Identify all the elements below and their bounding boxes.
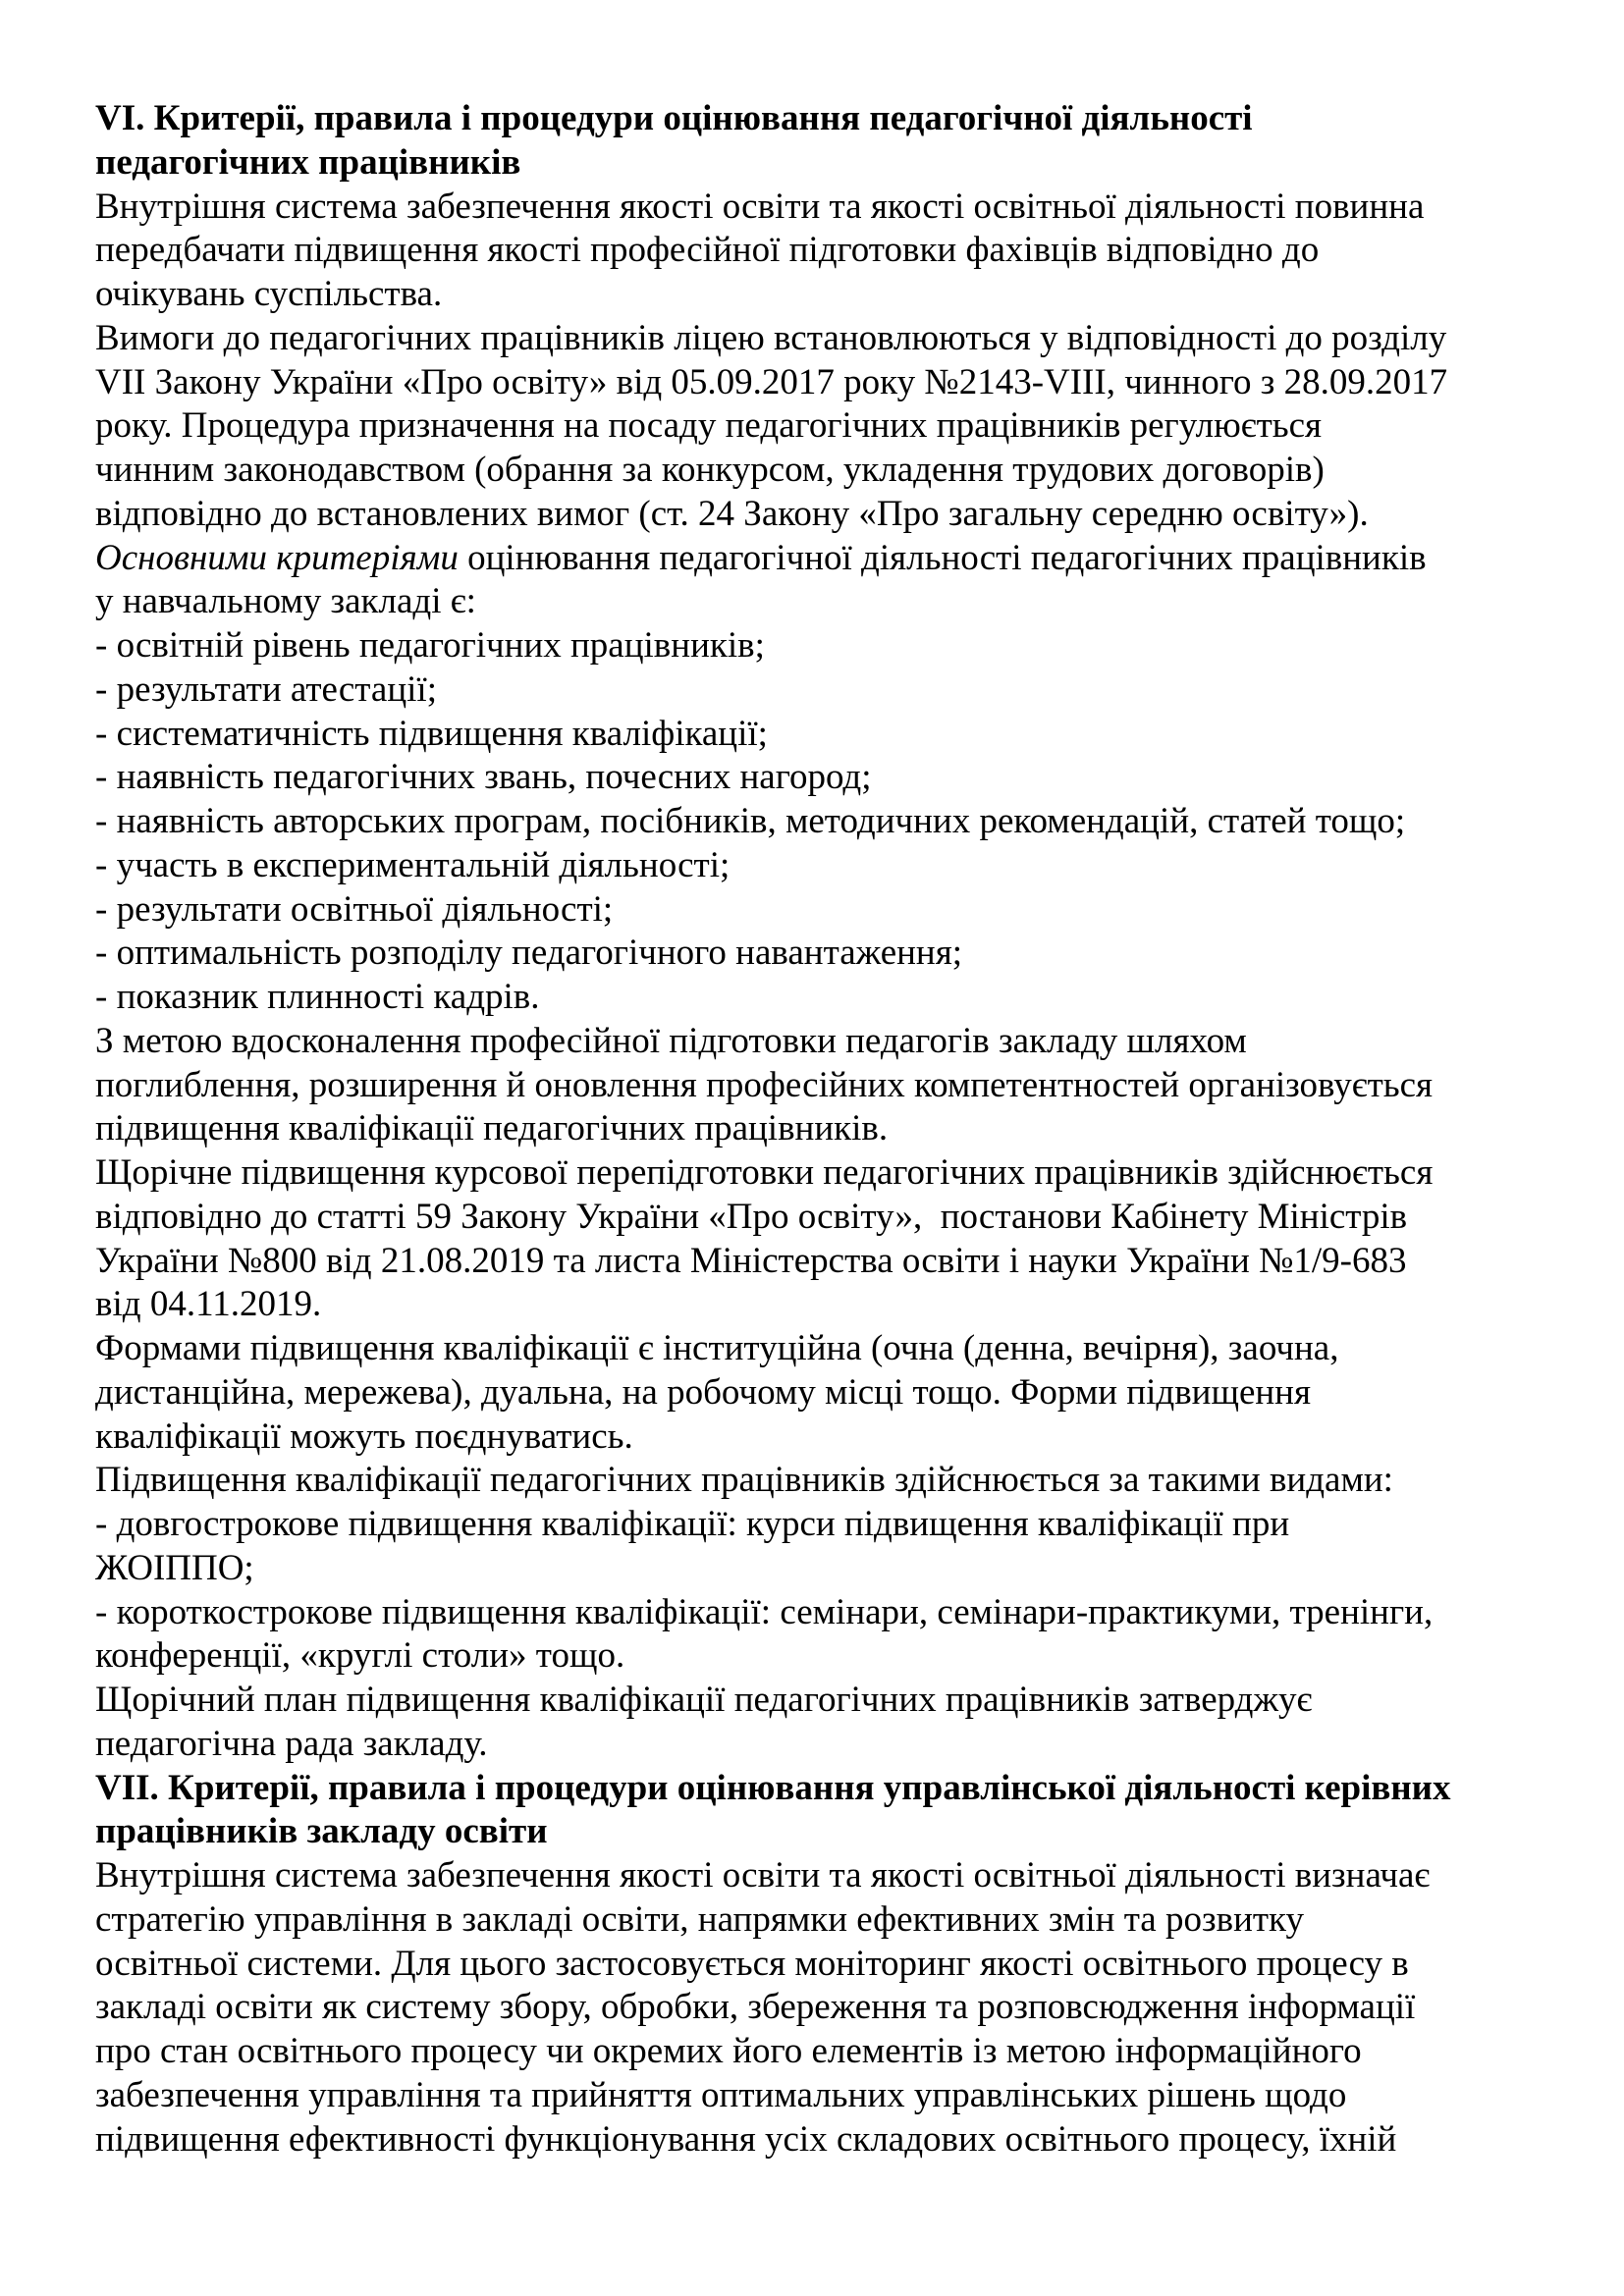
text-line	[95, 756, 1543, 800]
text-run: очікувань суспільства.	[95, 274, 443, 314]
text-line	[95, 186, 1543, 230]
text-run: педагогічних працівників	[95, 141, 521, 183]
text-run: - систематичність підвищення кваліфікації;	[95, 713, 768, 754]
text-run: підвищення ефективності функціонування усіх складових освітнього процесу, їхній	[95, 2118, 1397, 2160]
text-line	[95, 1634, 1543, 1679]
text-run: Щорічний план підвищення кваліфікації педагогічних працівників затверджує	[95, 1680, 1313, 1720]
heading-line	[95, 141, 1543, 186]
text-line	[95, 1898, 1543, 1943]
text-run: - освітній рівень педагогічних працівників;	[95, 625, 765, 666]
text-line	[95, 1151, 1543, 1196]
text-line	[95, 1107, 1543, 1151]
text-run: VII Закону України «Про освіту» від 05.09.2017 року №2143-VIII, чинного з 28.09.2017	[95, 361, 1448, 402]
text-run: - показник плинності кадрів.	[95, 977, 540, 1017]
text-run: передбачати підвищення якості професійної підготовки фахівців відповідно до	[95, 230, 1320, 271]
text-line	[95, 800, 1543, 844]
text-line	[95, 1986, 1543, 2030]
text-run: України №800 від 21.08.2019 та листа Міністерства освіти і науки України №1/9-683	[95, 1240, 1407, 1281]
text-run: - участь в експериментальній діяльності;	[95, 844, 731, 885]
text-run: - наявність авторських програм, посібників, методичних рекомендацій, статей тощо;	[95, 801, 1406, 841]
text-line	[95, 2074, 1543, 2118]
text-line	[95, 888, 1543, 933]
text-line	[95, 1415, 1543, 1460]
text-line	[95, 1459, 1543, 1503]
text-line	[95, 229, 1543, 273]
document-content	[95, 97, 1543, 2162]
text-line	[95, 361, 1543, 405]
text-run: Щорічне підвищення курсової перепідготовки педагогічних працівників здійснюється	[95, 1152, 1434, 1193]
text-line	[95, 1854, 1543, 1898]
text-run: відповідно до встановлених вимог (ст. 24 Закону «Про загальну середню освіту»).	[95, 493, 1369, 534]
text-line	[95, 713, 1543, 757]
text-line	[95, 2118, 1543, 2163]
text-run: ЖОІППО;	[95, 1547, 254, 1588]
text-run: - результати освітньої діяльності;	[95, 888, 614, 930]
text-line	[95, 317, 1543, 361]
text-line	[95, 668, 1543, 713]
text-line	[95, 273, 1543, 317]
text-run: у навчальному закладі є:	[95, 581, 476, 622]
text-run: від 04.11.2019.	[95, 1284, 322, 1325]
text-line	[95, 404, 1543, 449]
text-run: року. Процедура призначення на посаду педагогічних працівників регулюється	[95, 405, 1323, 447]
text-run: підвищення кваліфікації педагогічних працівників.	[95, 1108, 889, 1149]
text-run: - результати атестації;	[95, 668, 437, 710]
text-run: З метою вдосконалення професійної підготовки педагогів закладу шляхом	[95, 1020, 1247, 1061]
text-line	[95, 1679, 1543, 1723]
text-run: педагогічна рада закладу.	[95, 1723, 488, 1764]
text-run: закладі освіти як систему збору, обробки, збереження та розповсюдження інформації	[95, 1987, 1416, 2028]
text-run: відповідно до статті 59 Закону України «Про освіту», постанови Кабінету Міністрів	[95, 1196, 1408, 1237]
text-line	[95, 624, 1543, 668]
text-run: VII. Критерії, правила і процедури оцінювання управлінської діяльності керівних	[95, 1767, 1451, 1808]
heading-line	[95, 1810, 1543, 1854]
text-line	[95, 844, 1543, 888]
text-run: дистанційна, мережева), дуальна, на робочому місці тощо. Форми підвищення	[95, 1371, 1312, 1413]
text-line	[95, 537, 1543, 581]
text-run: конференції, «круглі столи» тощо.	[95, 1635, 625, 1677]
text-run: стратегію управління в закладі освіти, напрямки ефективних змін та розвитку	[95, 1898, 1304, 1940]
text-line	[95, 449, 1543, 493]
heading-line	[95, 1767, 1543, 1811]
text-line	[95, 1240, 1543, 1284]
text-run: - довгострокове підвищення кваліфікації: курси підвищення кваліфікації при	[95, 1504, 1290, 1544]
text-run: Формами підвищення кваліфікації є інституційна (очна (денна, вечірня), заочна,	[95, 1328, 1339, 1368]
text-run: Основними критеріями	[95, 537, 459, 578]
text-line	[95, 1547, 1543, 1591]
text-line	[95, 1591, 1543, 1635]
text-run: - наявність педагогічних звань, почесних нагород;	[95, 757, 872, 798]
text-run: працівників закладу освіти	[95, 1811, 548, 1852]
text-run: Внутрішня система забезпечення якості освіти та якості освітньої діяльності визначає	[95, 1855, 1431, 1896]
text-line	[95, 1943, 1543, 1987]
text-run: оцінювання педагогічної діяльності педагогічних працівників	[458, 537, 1427, 578]
text-run: - короткострокове підвищення кваліфікації: семінари, семінари-практикуми, тренінги,	[95, 1591, 1434, 1632]
text-run: забезпечення управління та прийняття оптимальних управлінських рішень щодо	[95, 2074, 1347, 2115]
text-run: Вимоги до педагогічних працівників ліцею встановлюються у відповідності до розділу	[95, 317, 1447, 358]
text-line	[95, 2030, 1543, 2074]
text-run: - оптимальність розподілу педагогічного навантаження;	[95, 933, 963, 974]
text-run: Підвищення кваліфікації педагогічних працівників здійснюється за такими видами:	[95, 1460, 1393, 1501]
text-line	[95, 1503, 1543, 1547]
text-line	[95, 1283, 1543, 1327]
text-run: поглиблення, розширення й оновлення професійних компетентностей організовується	[95, 1064, 1434, 1105]
text-run: VI. Критерії, правила і процедури оцінювання педагогічної діяльності	[95, 98, 1253, 138]
heading-line	[95, 97, 1543, 141]
text-run: Внутрішня система забезпечення якості освіти та якості освітньої діяльності повинна	[95, 186, 1425, 227]
text-line	[95, 1064, 1543, 1108]
text-line	[95, 976, 1543, 1020]
text-line	[95, 1371, 1543, 1415]
text-run: чинним законодавством (обрання за конкурсом, укладення трудових договорів)	[95, 450, 1325, 490]
text-line	[95, 1723, 1543, 1767]
text-line	[95, 932, 1543, 976]
text-run: про стан освітнього процесу чи окремих його елементів із метою інформаційного	[95, 2031, 1362, 2071]
text-line	[95, 580, 1543, 624]
text-line	[95, 1196, 1543, 1240]
text-run: освітньої системи. Для цього застосовується моніторинг якості освітнього процесу в	[95, 1943, 1409, 1984]
text-run: кваліфікації можуть поєднуватись.	[95, 1415, 633, 1457]
text-line	[95, 493, 1543, 537]
text-line	[95, 1327, 1543, 1371]
text-line	[95, 1020, 1543, 1064]
